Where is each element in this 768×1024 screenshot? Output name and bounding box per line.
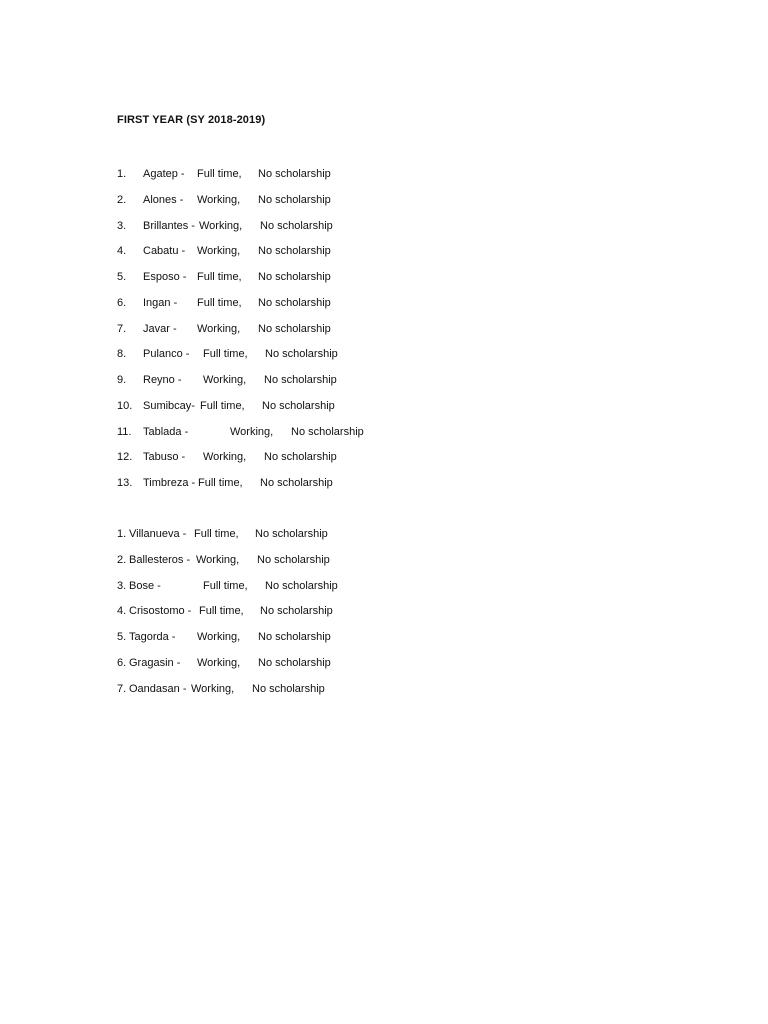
student-name: Bose - — [129, 579, 161, 592]
item-number: 5. — [117, 271, 127, 283]
list-item — [0, 475, 768, 491]
student-name: Sumibcay- — [143, 399, 195, 412]
item-number: 4. — [117, 245, 127, 258]
employment-status: Full time, — [194, 528, 239, 540]
item-number: 5. — [117, 631, 127, 643]
scholarship-status: No scholarship — [258, 631, 331, 643]
employment-status: Full time, — [203, 348, 248, 361]
employment-status: Working, — [191, 682, 235, 695]
employment-status: Working, — [196, 553, 240, 566]
scholarship-status: No scholarship — [257, 553, 330, 566]
student-name: Tablada - — [143, 425, 189, 438]
student-name: Gragasin - — [129, 656, 181, 669]
item-number: 2. — [117, 193, 127, 206]
list-item — [0, 552, 768, 568]
item-number: 7. — [117, 682, 127, 695]
scholarship-status: No scholarship — [260, 219, 333, 232]
employment-status: Working, — [203, 374, 247, 386]
employment-status: Full time, — [203, 579, 248, 592]
item-number: 12. — [117, 451, 133, 464]
list-item — [0, 655, 768, 671]
list-item — [0, 372, 768, 388]
scholarship-status: No scholarship — [260, 605, 333, 618]
list-item — [0, 681, 768, 697]
employment-status: Working, — [197, 193, 241, 206]
employment-status: Full time, — [197, 168, 242, 180]
student-name: Ballesteros - — [129, 553, 191, 566]
student-name: Javar - — [143, 322, 177, 335]
student-name: Cabatu - — [143, 245, 186, 258]
student-name: Timbreza - — [143, 477, 196, 489]
list-item — [0, 346, 768, 362]
scholarship-status: No scholarship — [291, 425, 364, 438]
list-item — [0, 578, 768, 594]
employment-status: Full time, — [197, 296, 242, 309]
list-item — [0, 192, 768, 208]
list-item — [0, 243, 768, 259]
student-name: Alones - — [143, 193, 184, 206]
student-name: Agatep - — [143, 168, 185, 180]
student-name: Ingan - — [143, 296, 178, 309]
item-number: 9. — [117, 374, 127, 386]
item-number: 1. — [117, 168, 127, 180]
scholarship-status: No scholarship — [265, 348, 338, 361]
item-number: 3. — [117, 579, 127, 592]
student-name: Pulanco - — [143, 348, 190, 361]
list-item — [0, 603, 768, 619]
item-number: 1. — [117, 528, 127, 540]
item-number: 4. — [117, 605, 127, 618]
student-name: Oandasan - — [129, 682, 187, 695]
list-item — [0, 398, 768, 414]
list-item — [0, 269, 768, 285]
employment-status: Working, — [197, 656, 241, 669]
scholarship-status: No scholarship — [252, 682, 325, 695]
item-number: 13. — [117, 477, 133, 489]
item-number: 6. — [117, 656, 127, 669]
scholarship-status: No scholarship — [258, 271, 331, 283]
student-name: Villanueva - — [129, 528, 187, 540]
item-number: 2. — [117, 553, 127, 566]
item-number: 6. — [117, 296, 127, 309]
scholarship-status: No scholarship — [258, 193, 331, 206]
employment-status: Working, — [197, 322, 241, 335]
scholarship-status: No scholarship — [264, 374, 337, 386]
employment-status: Working, — [199, 219, 243, 232]
employment-status: Full time, — [200, 399, 245, 412]
scholarship-status: No scholarship — [264, 451, 337, 464]
list-item — [0, 166, 768, 182]
item-number: 8. — [117, 348, 127, 361]
scholarship-status: No scholarship — [265, 579, 338, 592]
employment-status: Working, — [197, 245, 241, 258]
student-name: Tagorda - — [129, 631, 176, 643]
item-number: 7. — [117, 322, 127, 335]
employment-status: Working, — [230, 425, 274, 438]
student-name: Brillantes - — [143, 219, 195, 232]
scholarship-status: No scholarship — [258, 322, 331, 335]
list-item — [0, 218, 768, 234]
page-title: FIRST YEAR (SY 2018-2019) — [117, 114, 266, 126]
employment-status: Working, — [203, 451, 247, 464]
employment-status: Full time, — [198, 477, 243, 489]
scholarship-status: No scholarship — [258, 656, 331, 669]
list-item — [0, 424, 768, 440]
scholarship-status: No scholarship — [258, 296, 331, 309]
student-name: Tabuso - — [143, 451, 186, 464]
student-name: Esposo - — [143, 271, 187, 283]
employment-status: Working, — [197, 631, 241, 643]
scholarship-status: No scholarship — [260, 477, 333, 489]
item-number: 10. — [117, 399, 133, 412]
list-item — [0, 295, 768, 311]
list-item — [0, 526, 768, 542]
list-item — [0, 321, 768, 337]
student-name: Crisostomo - — [129, 605, 192, 618]
list-item — [0, 449, 768, 465]
scholarship-status: No scholarship — [258, 168, 331, 180]
scholarship-status: No scholarship — [255, 528, 328, 540]
item-number: 3. — [117, 219, 127, 232]
list-item — [0, 629, 768, 645]
scholarship-status: No scholarship — [258, 245, 331, 258]
employment-status: Full time, — [199, 605, 244, 618]
employment-status: Full time, — [197, 271, 242, 283]
item-number: 11. — [117, 425, 132, 438]
student-name: Reyno - — [143, 374, 182, 386]
scholarship-status: No scholarship — [262, 399, 335, 412]
